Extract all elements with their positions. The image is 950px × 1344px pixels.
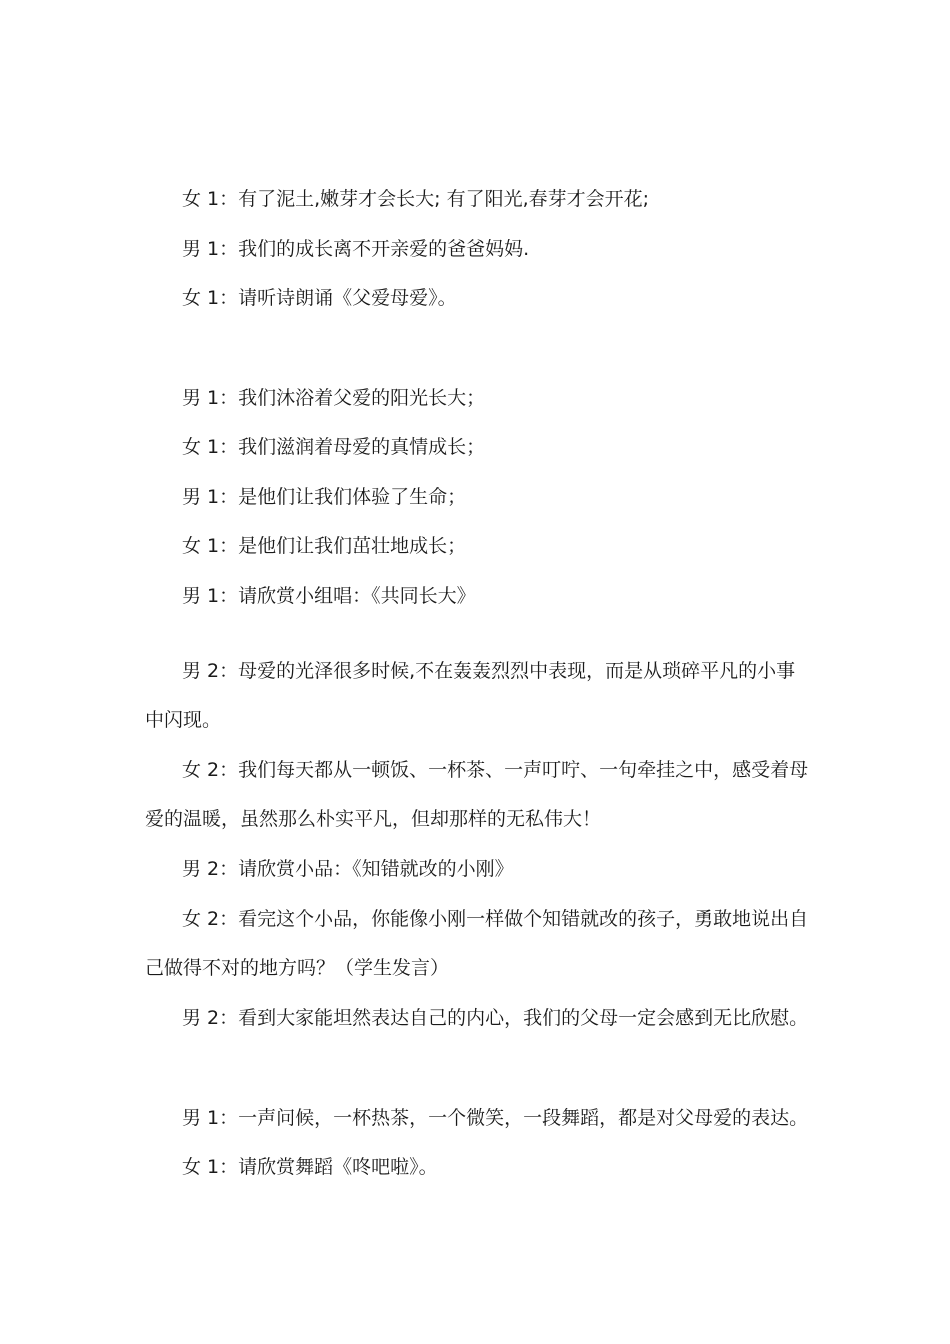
script-line: 男 1：我们沐浴着父爱的阳光长大； (182, 387, 486, 409)
script-line: 男 2：母爱的光泽很多时候,不在轰轰烈烈中表现，而是从琐碎平凡的小事中闪现。 (145, 660, 796, 731)
script-line: 男 1：是他们让我们体验了生命； (182, 486, 467, 508)
script-line: 女 2：看完这个小品，你能像小刚一样做个知错就改的孩子，勇敢地说出自己做得不对的地方吗？（学生发言） (145, 908, 809, 979)
script-line: 女 1：我们滋润着母爱的真情成长； (182, 436, 486, 458)
script-line: 女 2：我们每天都从一顿饭、一杯茶、一声叮咛、一句牵挂之中，感受着母爱的温暖，虽然那么朴实平凡，但却那样的无私伟大！ (145, 759, 809, 830)
script-line: 女 1：请听诗朗诵《父爱母爱》。 (182, 287, 457, 309)
script-line: 男 2：请欣赏小品：《知错就改的小刚》 (182, 858, 514, 880)
script-line: 男 1：请欣赏小组唱：《共同长大》 (182, 585, 476, 607)
script-line: 男 1：一声问候，一杯热茶，一个微笑，一段舞蹈，都是对父母爱的表达。 (182, 1107, 809, 1129)
script-line: 女 1：有了泥土,嫩芽才会长大; 有了阳光,春芽才会开花; (182, 188, 650, 210)
script-line: 男 2：看到大家能坦然表达自己的内心，我们的父母一定会感到无比欣慰。 (182, 1007, 809, 1029)
script-line: 男 1：我们的成长离不开亲爱的爸爸妈妈. (182, 238, 530, 260)
script-line: 女 1：是他们让我们茁壮地成长； (182, 535, 467, 557)
script-line: 女 1：请欣赏舞蹈《咚吧啦》。 (182, 1156, 438, 1178)
